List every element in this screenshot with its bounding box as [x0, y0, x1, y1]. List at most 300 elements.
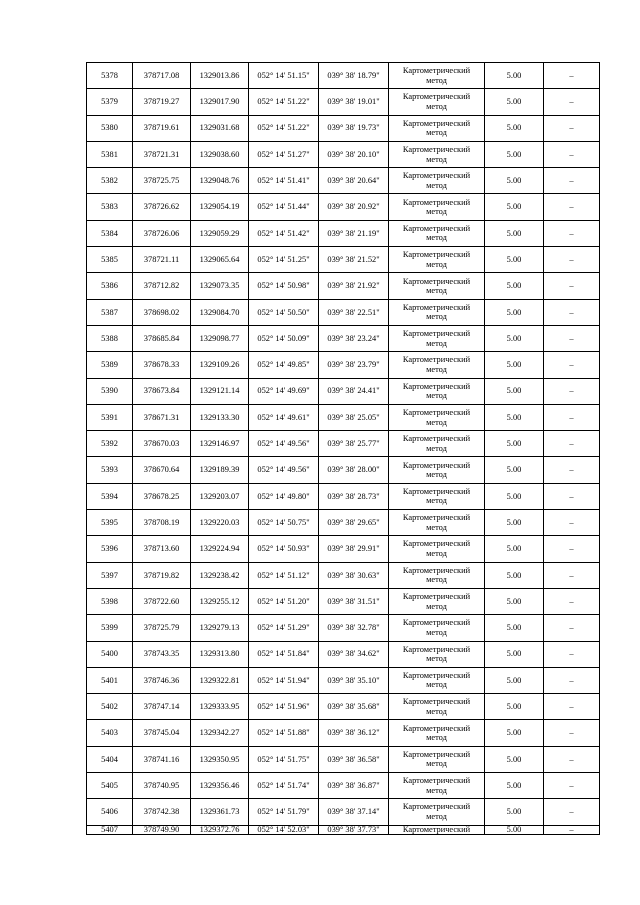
x-coordinate-cell: 378722.60 [133, 588, 191, 614]
description-cell: – [544, 63, 600, 89]
method-line-1: Картометрический [402, 644, 471, 654]
longitude-cell: 039° 38' 37.73" [319, 825, 389, 834]
table-row [87, 220, 600, 246]
method-line-2: метод [426, 496, 447, 506]
point-number-cell: 5386 [87, 273, 133, 299]
accuracy-cell: 5.00 [485, 325, 544, 351]
table-row [87, 799, 600, 825]
table-row [87, 483, 600, 509]
description-cell: – [544, 825, 600, 834]
longitude-cell: 039° 38' 21.19" [319, 220, 389, 246]
method-line-2: метод [426, 601, 447, 611]
method-line-2: метод [426, 680, 447, 690]
x-coordinate-cell: 378743.35 [133, 641, 191, 667]
description-cell: – [544, 562, 600, 588]
method-cell [389, 247, 485, 273]
method-cell [389, 667, 485, 693]
method-cell [389, 431, 485, 457]
y-coordinate-cell: 1329356.46 [191, 773, 249, 799]
method-line-2: метод [426, 128, 447, 138]
x-coordinate-cell: 378746.36 [133, 667, 191, 693]
point-number-cell: 5380 [87, 115, 133, 141]
x-coordinate-cell: 378741.16 [133, 746, 191, 772]
accuracy-cell: 5.00 [485, 536, 544, 562]
method-line-1: Картометрический [402, 434, 471, 444]
description-cell: – [544, 404, 600, 430]
description-cell: – [544, 352, 600, 378]
method-line-1: Картометрический [402, 329, 471, 339]
longitude-cell: 039° 38' 35.68" [319, 694, 389, 720]
table-row [87, 141, 600, 167]
longitude-cell: 039° 38' 22.51" [319, 299, 389, 325]
method-cell [389, 115, 485, 141]
latitude-cell: 052° 14' 49.85" [249, 352, 319, 378]
method-line-1: Картометрический [402, 408, 471, 417]
x-coordinate-cell: 378726.06 [133, 220, 191, 246]
method-cell [389, 641, 485, 667]
method-line-1: Картометрический [402, 825, 471, 834]
x-coordinate-cell: 378725.75 [133, 168, 191, 194]
latitude-cell: 052° 14' 50.75" [249, 510, 319, 536]
table-row [87, 194, 600, 220]
y-coordinate-cell: 1329084.70 [191, 299, 249, 325]
accuracy-cell: 5.00 [485, 694, 544, 720]
y-coordinate-cell: 1329279.13 [191, 615, 249, 641]
method-line-1: Картометрический [402, 250, 471, 260]
point-number-cell: 5398 [87, 588, 133, 614]
accuracy-cell: 5.00 [485, 299, 544, 325]
method-line-1: Картометрический [402, 776, 471, 786]
method-line-1: Картометрический [402, 539, 471, 549]
description-cell: – [544, 141, 600, 167]
y-coordinate-cell: 1329372.76 [191, 825, 249, 834]
x-coordinate-cell: 378685.84 [133, 325, 191, 351]
point-number-cell: 5407 [87, 825, 133, 834]
point-number-cell: 5392 [87, 431, 133, 457]
longitude-cell: 039° 38' 36.58" [319, 746, 389, 772]
latitude-cell: 052° 14' 51.29" [249, 615, 319, 641]
accuracy-cell: 5.00 [485, 404, 544, 430]
y-coordinate-cell: 1329098.77 [191, 325, 249, 351]
point-number-cell: 5395 [87, 510, 133, 536]
point-number-cell: 5400 [87, 641, 133, 667]
method-cell [389, 615, 485, 641]
method-line-1: Картометрический [402, 118, 471, 128]
method-cell [389, 562, 485, 588]
point-number-cell: 5383 [87, 194, 133, 220]
method-line-2: метод [426, 548, 447, 558]
table-row [87, 273, 600, 299]
description-cell: – [544, 694, 600, 720]
method-cell [389, 194, 485, 220]
method-line-1: Картометрический [402, 460, 471, 470]
accuracy-cell: 5.00 [485, 378, 544, 404]
accuracy-cell: 5.00 [485, 220, 544, 246]
accuracy-cell: 5.00 [485, 510, 544, 536]
accuracy-cell: 5.00 [485, 194, 544, 220]
latitude-cell: 052° 14' 51.94" [249, 667, 319, 693]
point-number-cell: 5389 [87, 352, 133, 378]
point-number-cell: 5404 [87, 746, 133, 772]
table-row [87, 536, 600, 562]
method-line-1: Картометрический [402, 592, 471, 602]
method-line-2: метод [426, 785, 447, 795]
accuracy-cell: 5.00 [485, 115, 544, 141]
y-coordinate-cell: 1329342.27 [191, 720, 249, 746]
longitude-cell: 039° 38' 29.91" [319, 536, 389, 562]
longitude-cell: 039° 38' 28.73" [319, 483, 389, 509]
y-coordinate-cell: 1329146.97 [191, 431, 249, 457]
table-row [87, 115, 600, 141]
method-cell [389, 378, 485, 404]
table-row [87, 63, 600, 89]
accuracy-cell: 5.00 [485, 168, 544, 194]
table-row [87, 168, 600, 194]
longitude-cell: 039° 38' 24.41" [319, 378, 389, 404]
y-coordinate-cell: 1329238.42 [191, 562, 249, 588]
method-line-2: метод [426, 522, 447, 532]
method-cell [389, 773, 485, 799]
point-number-cell: 5403 [87, 720, 133, 746]
description-cell: – [544, 799, 600, 825]
table-row [87, 457, 600, 483]
point-number-cell: 5402 [87, 694, 133, 720]
method-cell [389, 299, 485, 325]
method-line-2: метод [426, 627, 447, 637]
latitude-cell: 052° 14' 51.74" [249, 773, 319, 799]
point-number-cell: 5394 [87, 483, 133, 509]
latitude-cell: 052° 14' 49.56" [249, 457, 319, 483]
table-row [87, 746, 600, 772]
method-line-1: Картометрический [402, 723, 471, 733]
method-line-2: метод [426, 654, 447, 664]
method-line-2: метод [426, 207, 447, 217]
y-coordinate-cell: 1329054.19 [191, 194, 249, 220]
longitude-cell: 039° 38' 20.10" [319, 141, 389, 167]
description-cell: – [544, 325, 600, 351]
accuracy-cell: 5.00 [485, 799, 544, 825]
latitude-cell: 052° 14' 51.96" [249, 694, 319, 720]
method-cell [389, 352, 485, 378]
accuracy-cell: 5.00 [485, 773, 544, 799]
y-coordinate-cell: 1329361.73 [191, 799, 249, 825]
point-number-cell: 5390 [87, 378, 133, 404]
accuracy-cell: 5.00 [485, 247, 544, 273]
table-row [87, 641, 600, 667]
accuracy-cell: 5.00 [485, 141, 544, 167]
latitude-cell: 052° 14' 50.93" [249, 536, 319, 562]
longitude-cell: 039° 38' 23.79" [319, 352, 389, 378]
method-line-1: Картометрический [402, 145, 471, 155]
longitude-cell: 039° 38' 25.77" [319, 431, 389, 457]
latitude-cell: 052° 14' 52.03" [249, 825, 319, 834]
latitude-cell: 052° 14' 50.50" [249, 299, 319, 325]
x-coordinate-cell: 378673.84 [133, 378, 191, 404]
longitude-cell: 039° 38' 29.65" [319, 510, 389, 536]
description-cell: – [544, 378, 600, 404]
description-cell: – [544, 746, 600, 772]
method-line-1: Картометрический [402, 486, 471, 496]
x-coordinate-cell: 378670.03 [133, 431, 191, 457]
description-cell: – [544, 720, 600, 746]
point-number-cell: 5387 [87, 299, 133, 325]
longitude-cell: 039° 38' 23.24" [319, 325, 389, 351]
table-row [87, 562, 600, 588]
accuracy-cell: 5.00 [485, 562, 544, 588]
longitude-cell: 039° 38' 21.92" [319, 273, 389, 299]
accuracy-cell: 5.00 [485, 457, 544, 483]
description-cell: – [544, 115, 600, 141]
accuracy-cell: 5.00 [485, 667, 544, 693]
method-line-1: Картометрический [402, 802, 471, 812]
method-line-2: метод [426, 706, 447, 716]
method-line-1: Картометрический [402, 92, 471, 102]
accuracy-cell: 5.00 [485, 431, 544, 457]
x-coordinate-cell: 378719.61 [133, 115, 191, 141]
latitude-cell: 052° 14' 51.15" [249, 63, 319, 89]
accuracy-cell: 5.00 [485, 588, 544, 614]
method-line-2: метод [426, 180, 447, 190]
y-coordinate-cell: 1329255.12 [191, 588, 249, 614]
latitude-cell: 052° 14' 51.42" [249, 220, 319, 246]
description-cell: – [544, 431, 600, 457]
method-line-2: метод [426, 364, 447, 374]
method-line-1: Картометрический [402, 302, 471, 312]
y-coordinate-cell: 1329350.95 [191, 746, 249, 772]
point-number-cell: 5405 [87, 773, 133, 799]
longitude-cell: 039° 38' 36.12" [319, 720, 389, 746]
latitude-cell: 052° 14' 49.61" [249, 404, 319, 430]
longitude-cell: 039° 38' 20.92" [319, 194, 389, 220]
description-cell: – [544, 168, 600, 194]
method-cell [389, 588, 485, 614]
table-row [87, 667, 600, 693]
x-coordinate-cell: 378712.82 [133, 273, 191, 299]
x-coordinate-cell: 378740.95 [133, 773, 191, 799]
method-cell [389, 457, 485, 483]
method-cell [389, 325, 485, 351]
description-cell: – [544, 89, 600, 115]
method-line-2: метод [426, 759, 447, 769]
accuracy-cell: 5.00 [485, 273, 544, 299]
table-row [87, 588, 600, 614]
latitude-cell: 052° 14' 51.44" [249, 194, 319, 220]
table-row [87, 510, 600, 536]
latitude-cell: 052° 14' 51.88" [249, 720, 319, 746]
accuracy-cell: 5.00 [485, 615, 544, 641]
method-line-1: Картометрический [402, 513, 471, 523]
x-coordinate-cell: 378745.04 [133, 720, 191, 746]
method-line-2: метод [426, 417, 447, 427]
description-cell: – [544, 773, 600, 799]
y-coordinate-cell: 1329322.81 [191, 667, 249, 693]
point-number-cell: 5378 [87, 63, 133, 89]
accuracy-cell: 5.00 [485, 352, 544, 378]
y-coordinate-cell: 1329073.35 [191, 273, 249, 299]
latitude-cell: 052° 14' 49.69" [249, 378, 319, 404]
description-cell: – [544, 483, 600, 509]
method-cell [389, 825, 485, 834]
y-coordinate-cell: 1329048.76 [191, 168, 249, 194]
longitude-cell: 039° 38' 19.73" [319, 115, 389, 141]
latitude-cell: 052° 14' 51.75" [249, 746, 319, 772]
description-cell: – [544, 299, 600, 325]
method-cell [389, 141, 485, 167]
x-coordinate-cell: 378721.11 [133, 247, 191, 273]
description-cell: – [544, 194, 600, 220]
longitude-cell: 039° 38' 34.62" [319, 641, 389, 667]
x-coordinate-cell: 378726.62 [133, 194, 191, 220]
y-coordinate-cell: 1329189.39 [191, 457, 249, 483]
method-line-2: метод [426, 391, 447, 401]
latitude-cell: 052° 14' 51.27" [249, 141, 319, 167]
method-line-2: метод [426, 154, 447, 164]
table-row [87, 720, 600, 746]
point-number-cell: 5388 [87, 325, 133, 351]
method-cell [389, 799, 485, 825]
table-row [87, 247, 600, 273]
x-coordinate-cell: 378725.79 [133, 615, 191, 641]
y-coordinate-cell: 1329313.80 [191, 641, 249, 667]
x-coordinate-cell: 378721.31 [133, 141, 191, 167]
method-cell [389, 273, 485, 299]
x-coordinate-cell: 378708.19 [133, 510, 191, 536]
y-coordinate-cell: 1329203.07 [191, 483, 249, 509]
accuracy-cell: 5.00 [485, 641, 544, 667]
method-cell [389, 694, 485, 720]
point-number-cell: 5406 [87, 799, 133, 825]
description-cell: – [544, 273, 600, 299]
method-cell [389, 746, 485, 772]
y-coordinate-cell: 1329109.26 [191, 352, 249, 378]
accuracy-cell: 5.00 [485, 63, 544, 89]
description-cell: – [544, 220, 600, 246]
description-cell: – [544, 247, 600, 273]
longitude-cell: 039° 38' 37.14" [319, 799, 389, 825]
table-row [87, 299, 600, 325]
x-coordinate-cell: 378698.02 [133, 299, 191, 325]
y-coordinate-cell: 1329065.64 [191, 247, 249, 273]
longitude-cell: 039° 38' 36.87" [319, 773, 389, 799]
x-coordinate-cell: 378742.38 [133, 799, 191, 825]
method-line-2: метод [426, 75, 447, 85]
latitude-cell: 052° 14' 51.25" [249, 247, 319, 273]
longitude-cell: 039° 38' 32.78" [319, 615, 389, 641]
latitude-cell: 052° 14' 51.22" [249, 89, 319, 115]
y-coordinate-cell: 1329224.94 [191, 536, 249, 562]
method-line-1: Картометрический [402, 565, 471, 575]
table-row [87, 694, 600, 720]
description-cell: – [544, 457, 600, 483]
latitude-cell: 052° 14' 49.80" [249, 483, 319, 509]
y-coordinate-cell: 1329038.60 [191, 141, 249, 167]
y-coordinate-cell: 1329220.03 [191, 510, 249, 536]
longitude-cell: 039° 38' 18.79" [319, 63, 389, 89]
method-line-2: метод [426, 233, 447, 243]
method-line-1: Картометрический [402, 223, 471, 233]
table-row [87, 352, 600, 378]
latitude-cell: 052° 14' 51.20" [249, 588, 319, 614]
longitude-cell: 039° 38' 31.51" [319, 588, 389, 614]
method-line-1: Картометрический [402, 381, 471, 391]
method-cell [389, 63, 485, 89]
point-number-cell: 5385 [87, 247, 133, 273]
x-coordinate-cell: 378719.82 [133, 562, 191, 588]
accuracy-cell: 5.00 [485, 720, 544, 746]
x-coordinate-cell: 378749.90 [133, 825, 191, 834]
accuracy-cell: 5.00 [485, 746, 544, 772]
longitude-cell: 039° 38' 25.05" [319, 404, 389, 430]
y-coordinate-cell: 1329133.30 [191, 404, 249, 430]
method-cell [389, 510, 485, 536]
method-cell [389, 89, 485, 115]
description-cell: – [544, 510, 600, 536]
point-number-cell: 5381 [87, 141, 133, 167]
method-line-2: метод [426, 443, 447, 453]
y-coordinate-cell: 1329059.29 [191, 220, 249, 246]
longitude-cell: 039° 38' 35.10" [319, 667, 389, 693]
table-row [87, 773, 600, 799]
description-cell: – [544, 536, 600, 562]
y-coordinate-cell: 1329121.14 [191, 378, 249, 404]
longitude-cell: 039° 38' 30.63" [319, 562, 389, 588]
point-number-cell: 5384 [87, 220, 133, 246]
table-row [87, 404, 600, 430]
method-cell [389, 168, 485, 194]
description-cell: – [544, 588, 600, 614]
description-cell: – [544, 615, 600, 641]
point-number-cell: 5396 [87, 536, 133, 562]
x-coordinate-cell: 378717.08 [133, 63, 191, 89]
latitude-cell: 052° 14' 49.56" [249, 431, 319, 457]
accuracy-cell: 5.00 [485, 483, 544, 509]
point-number-cell: 5393 [87, 457, 133, 483]
method-cell [389, 483, 485, 509]
point-number-cell: 5397 [87, 562, 133, 588]
method-line-2: метод [426, 470, 447, 480]
point-number-cell: 5391 [87, 404, 133, 430]
method-line-2: метод [426, 733, 447, 743]
table-row [87, 825, 600, 834]
longitude-cell: 039° 38' 19.01" [319, 89, 389, 115]
table-row [87, 89, 600, 115]
method-line-1: Картометрический [402, 276, 471, 286]
point-number-cell: 5399 [87, 615, 133, 641]
method-line-2: метод [426, 259, 447, 269]
x-coordinate-cell: 378713.60 [133, 536, 191, 562]
point-number-cell: 5379 [87, 89, 133, 115]
table-row [87, 431, 600, 457]
x-coordinate-cell: 378719.27 [133, 89, 191, 115]
method-line-2: метод [426, 811, 447, 821]
table-body [87, 63, 600, 835]
y-coordinate-cell: 1329013.86 [191, 63, 249, 89]
x-coordinate-cell: 378670.64 [133, 457, 191, 483]
latitude-cell: 052° 14' 51.12" [249, 562, 319, 588]
latitude-cell: 052° 14' 50.09" [249, 325, 319, 351]
point-number-cell: 5382 [87, 168, 133, 194]
x-coordinate-cell: 378747.14 [133, 694, 191, 720]
method-line-1: Картометрический [402, 749, 471, 759]
accuracy-cell: 5.00 [485, 89, 544, 115]
latitude-cell: 052° 14' 50.98" [249, 273, 319, 299]
x-coordinate-cell: 378678.33 [133, 352, 191, 378]
method-cell [389, 536, 485, 562]
method-line-1: Картометрический [402, 697, 471, 707]
latitude-cell: 052° 14' 51.22" [249, 115, 319, 141]
longitude-cell: 039° 38' 28.00" [319, 457, 389, 483]
method-line-2: метод [426, 101, 447, 111]
